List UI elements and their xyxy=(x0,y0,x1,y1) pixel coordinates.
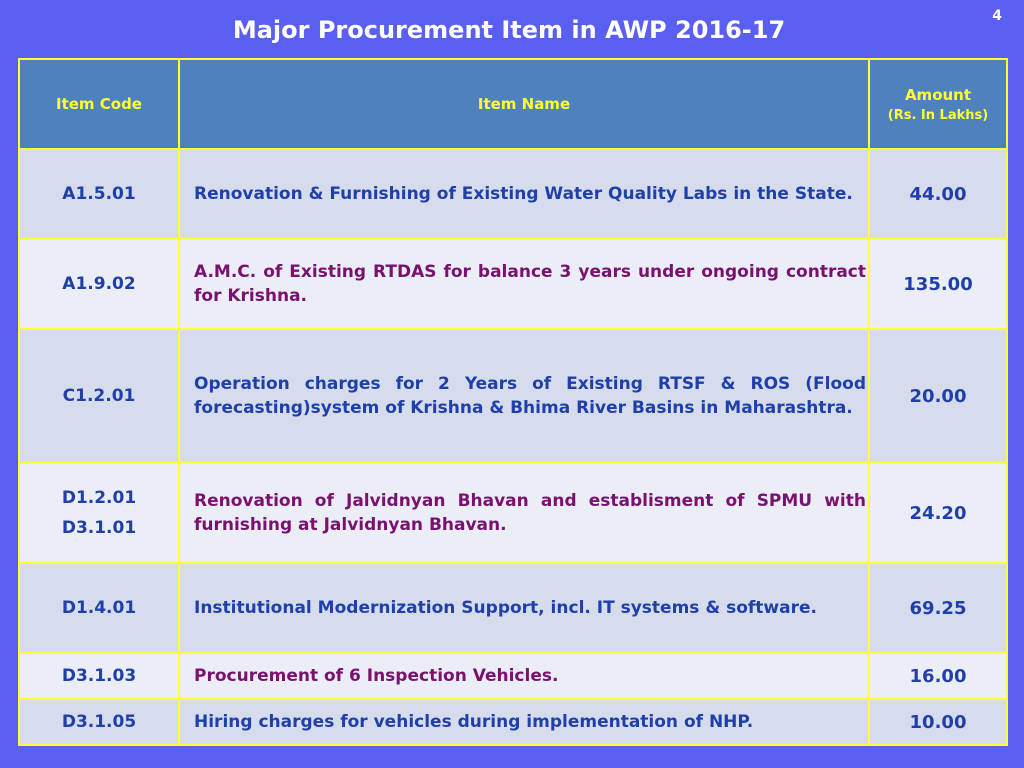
header-amount-unit: (Rs. In Lakhs) xyxy=(887,107,989,123)
header-amount-label: Amount xyxy=(904,85,972,104)
item-code-cell xyxy=(19,653,179,699)
item-amount: 16.00 xyxy=(869,653,1007,699)
item-name: Operation charges for 2 Years of Existing RTSF & ROS (Flood forecasting)system of Krishna & Bhima River Basins in Maharashtra. xyxy=(179,329,869,463)
item-name: Renovation & Furnishing of Existing Water Quality Labs in the State. xyxy=(179,149,869,239)
item-name: Renovation of Jalvidnyan Bhavan and establisment of SPMU with furnishing at Jalvidnyan Bhavan. xyxy=(179,463,869,563)
item-name: Institutional Modernization Support, incl. IT systems & software. xyxy=(179,563,869,653)
item-code-cell xyxy=(19,699,179,745)
item-amount: 24.20 xyxy=(869,463,1007,563)
item-code: A1.5.01 xyxy=(62,184,136,204)
item-name: A.M.C. of Existing RTDAS for balance 3 years under ongoing contract for Krishna. xyxy=(179,239,869,329)
item-code-cell xyxy=(19,329,179,463)
item-amount: 44.00 xyxy=(869,149,1007,239)
item-code: C1.2.01 xyxy=(62,386,136,406)
table-row xyxy=(19,463,1007,563)
item-amount: 69.25 xyxy=(869,563,1007,653)
header-item-code: Item Code xyxy=(19,59,179,149)
item-code: D1.2.01 xyxy=(61,488,137,508)
item-code: D3.1.01 xyxy=(61,518,137,538)
item-code: D3.1.05 xyxy=(61,712,137,732)
header-amount xyxy=(869,59,1007,149)
table-header-row xyxy=(19,59,1007,149)
item-code: A1.9.02 xyxy=(62,274,136,294)
item-code-cell xyxy=(19,239,179,329)
table-row xyxy=(19,239,1007,329)
item-amount: 20.00 xyxy=(869,329,1007,463)
table-row xyxy=(19,329,1007,463)
item-code-cell xyxy=(19,563,179,653)
item-code-cell xyxy=(19,463,179,563)
table-row xyxy=(19,563,1007,653)
table-row xyxy=(19,149,1007,239)
item-code-cell xyxy=(19,149,179,239)
item-name: Procurement of 6 Inspection Vehicles. xyxy=(179,653,869,699)
header-item-name: Item Name xyxy=(179,59,869,149)
procurement-table xyxy=(18,58,1008,746)
item-code: D1.4.01 xyxy=(61,598,137,618)
item-amount: 10.00 xyxy=(869,699,1007,745)
item-name: Hiring charges for vehicles during implementation of NHP. xyxy=(179,699,869,745)
item-code: D3.1.03 xyxy=(61,666,137,686)
table-row xyxy=(19,653,1007,699)
item-amount: 135.00 xyxy=(869,239,1007,329)
page-title: Major Procurement Item in AWP 2016-17 xyxy=(232,16,786,44)
table-row xyxy=(19,699,1007,745)
page-number: 4 xyxy=(992,8,1002,24)
